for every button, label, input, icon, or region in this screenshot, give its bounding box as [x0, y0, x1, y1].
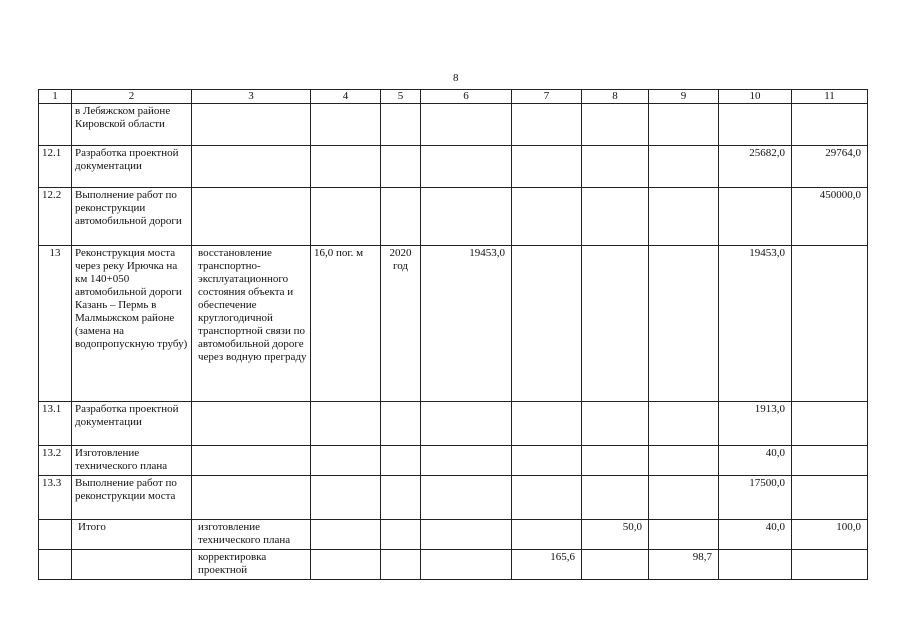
table-row: [39, 104, 868, 146]
cell-name: Разработка проектной документации: [72, 402, 192, 446]
table-row: [39, 520, 868, 550]
cell-value: 25682,0: [719, 146, 792, 188]
cell-capacity: [311, 402, 381, 446]
header-cell: 4: [311, 90, 381, 104]
header-cell: 2: [72, 90, 192, 104]
cell-value: [512, 446, 582, 476]
cell-value: [512, 246, 582, 402]
cell-cost: [421, 188, 512, 246]
cell-name: Реконструкция моста через реку Ирючка на км 140+050 автомобильной дороги Казань – Пермь в Малмыжском районе (замена на водопропускную трубу): [72, 246, 192, 402]
cell-value: 29764,0: [792, 146, 868, 188]
cell-cost: [421, 402, 512, 446]
cell-index: [39, 520, 72, 550]
cell-value: [719, 550, 792, 580]
cell-value: 450000,0: [792, 188, 868, 246]
header-cell: 3: [192, 90, 311, 104]
cell-value: [582, 446, 649, 476]
cell-value: [649, 402, 719, 446]
cell-purpose: корректировка проектной: [192, 550, 311, 580]
cell-value: 100,0: [792, 520, 868, 550]
cell-value: [649, 104, 719, 146]
table-row: [39, 146, 868, 188]
budget-table: [38, 89, 868, 580]
cell-value: [582, 550, 649, 580]
cell-capacity: [311, 550, 381, 580]
cell-value: [649, 246, 719, 402]
cell-capacity: [311, 146, 381, 188]
cell-name: Выполнение работ по реконструкции автомобильной дороги: [72, 188, 192, 246]
cell-year: [381, 104, 421, 146]
cell-purpose: [192, 146, 311, 188]
cell-capacity: [311, 476, 381, 520]
cell-value: [792, 446, 868, 476]
cell-capacity: [311, 446, 381, 476]
cell-index: 12.1: [39, 146, 72, 188]
cell-index: 13: [39, 246, 72, 402]
cell-name: Разработка проектной документации: [72, 146, 192, 188]
cell-year: [381, 188, 421, 246]
table-row: [39, 188, 868, 246]
header-cell: 8: [582, 90, 649, 104]
header-row: [39, 90, 868, 104]
cell-value: [792, 476, 868, 520]
cell-value: [649, 188, 719, 246]
cell-value: [792, 246, 868, 402]
cell-value: [512, 476, 582, 520]
cell-value: [792, 550, 868, 580]
cell-value: [582, 104, 649, 146]
header-cell: 11: [792, 90, 868, 104]
header-cell: 10: [719, 90, 792, 104]
cell-index: 13.1: [39, 402, 72, 446]
cell-purpose: [192, 188, 311, 246]
cell-value: 17500,0: [719, 476, 792, 520]
cell-value: [719, 188, 792, 246]
cell-value: [649, 476, 719, 520]
cell-value: 40,0: [719, 520, 792, 550]
cell-value: [512, 402, 582, 446]
cell-year: [381, 402, 421, 446]
table-row: [39, 476, 868, 520]
cell-index: 13.2: [39, 446, 72, 476]
cell-name: Изготовление технического плана: [72, 446, 192, 476]
cell-year: [381, 550, 421, 580]
cell-capacity: [311, 520, 381, 550]
cell-value: [582, 476, 649, 520]
cell-cost: [421, 446, 512, 476]
header-cell: 6: [421, 90, 512, 104]
table-row: [39, 446, 868, 476]
cell-purpose: [192, 104, 311, 146]
cell-year: 2020 год: [381, 246, 421, 402]
cell-purpose: [192, 402, 311, 446]
cell-name: в Лебяжском районе Кировской области: [72, 104, 192, 146]
cell-name: [72, 550, 192, 580]
cell-value: [792, 402, 868, 446]
cell-purpose: [192, 446, 311, 476]
page-number: 8: [453, 72, 459, 84]
cell-capacity: 16,0 пог. м: [311, 246, 381, 402]
header-cell: 9: [649, 90, 719, 104]
cell-value: [649, 446, 719, 476]
cell-index: [39, 550, 72, 580]
cell-cost: 19453,0: [421, 246, 512, 402]
cell-value: 165,6: [512, 550, 582, 580]
cell-value: [719, 104, 792, 146]
cell-purpose: изготовление технического плана: [192, 520, 311, 550]
cell-purpose: восстановление транспортно-эксплуатационного состояния объекта и обеспечение круглогодичной транспортной связи по автомобильной дороге через водную преграду: [192, 246, 311, 402]
header-cell: 7: [512, 90, 582, 104]
cell-purpose: [192, 476, 311, 520]
cell-cost: [421, 520, 512, 550]
cell-name: Выполнение работ по реконструкции моста: [72, 476, 192, 520]
cell-value: [512, 146, 582, 188]
cell-capacity: [311, 104, 381, 146]
cell-value: [649, 146, 719, 188]
cell-value: 19453,0: [719, 246, 792, 402]
cell-index: 13.3: [39, 476, 72, 520]
cell-cost: [421, 550, 512, 580]
cell-name: Итого: [72, 520, 192, 550]
header-cell: 5: [381, 90, 421, 104]
cell-cost: [421, 104, 512, 146]
header-cell: 1: [39, 90, 72, 104]
cell-year: [381, 446, 421, 476]
cell-value: [512, 188, 582, 246]
cell-cost: [421, 476, 512, 520]
cell-value: 98,7: [649, 550, 719, 580]
cell-value: [582, 246, 649, 402]
cell-capacity: [311, 188, 381, 246]
cell-value: 50,0: [582, 520, 649, 550]
cell-value: [582, 146, 649, 188]
table-row: [39, 550, 868, 580]
table-row: [39, 402, 868, 446]
cell-year: [381, 146, 421, 188]
cell-cost: [421, 146, 512, 188]
cell-year: [381, 520, 421, 550]
cell-value: [792, 104, 868, 146]
cell-year: [381, 476, 421, 520]
cell-value: 40,0: [719, 446, 792, 476]
cell-value: 1913,0: [719, 402, 792, 446]
cell-value: [512, 520, 582, 550]
table-row: [39, 246, 868, 402]
cell-value: [582, 402, 649, 446]
cell-value: [649, 520, 719, 550]
cell-value: [582, 188, 649, 246]
cell-index: 12.2: [39, 188, 72, 246]
cell-value: [512, 104, 582, 146]
cell-index: [39, 104, 72, 146]
